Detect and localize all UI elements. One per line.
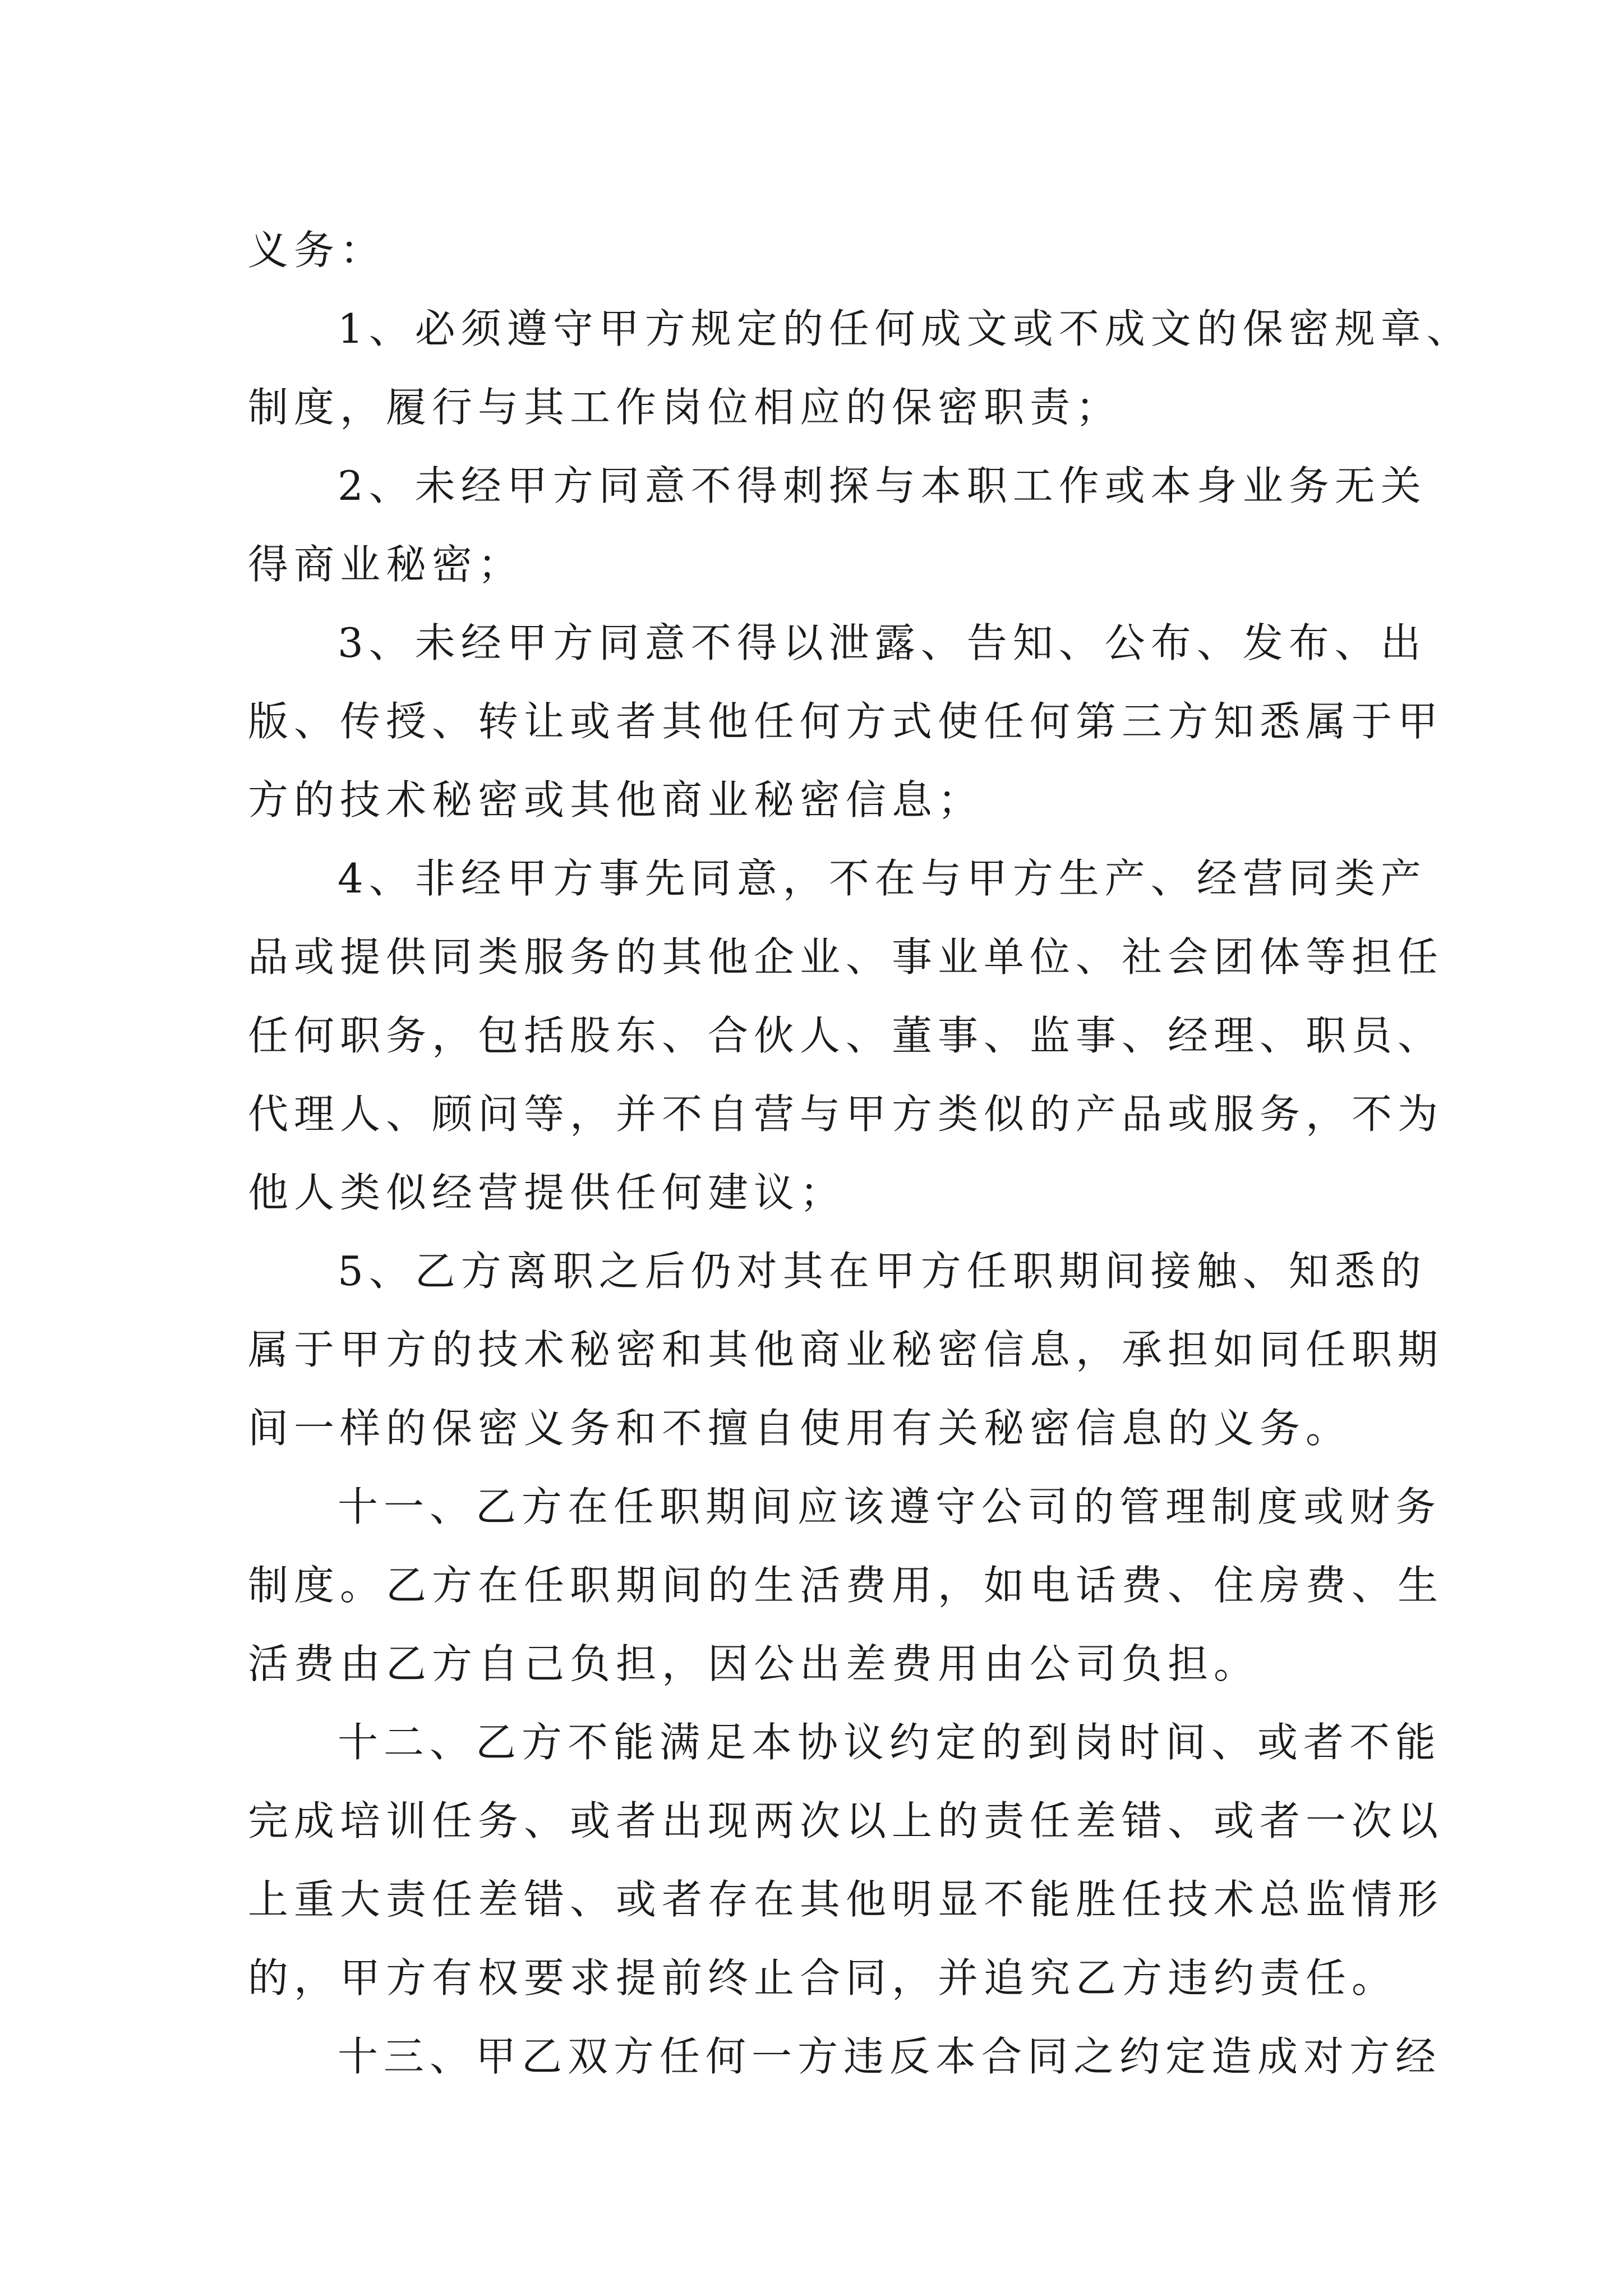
text-line: 任何职务，包括股东、合伙人、董事、监事、经理、职员、 (248, 1012, 1444, 1059)
text-line: 间一样的保密义务和不擅自使用有关秘密信息的义务。 (248, 1405, 1352, 1452)
text-line: 5、乙方离职之后仍对其在甲方任职期间接触、知悉的 (338, 1248, 1427, 1295)
text-line: 品或提供同类服务的其他企业、事业单位、社会团体等担任 (248, 933, 1444, 981)
text-line: 义务： (248, 227, 386, 274)
text-line: 得商业秘密； (248, 541, 524, 588)
text-line: 1、必须遵守甲方规定的任何成文或不成文的保密规章、 (338, 305, 1473, 352)
document-body (248, 211, 1473, 2096)
text-line: 十一、乙方在任职期间应该遵守公司的管理制度或财务 (338, 1483, 1442, 1530)
text-line: 十二、乙方不能满足本协议约定的到岗时间、或者不能 (338, 1719, 1442, 1766)
text-line: 制度。乙方在任职期间的生活费用，如电话费、住房费、生 (248, 1562, 1444, 1609)
text-line: 十三、甲乙双方任何一方违反本合同之约定造成对方经 (338, 2033, 1442, 2080)
text-line: 活费由乙方自己负担，因公出差费用由公司负担。 (248, 1640, 1260, 1687)
text-line: 制度，履行与其工作岗位相应的保密职责； (248, 384, 1122, 431)
text-line: 的，甲方有权要求提前终止合同，并追究乙方违约责任。 (248, 1954, 1398, 2001)
text-line: 版、传授、转让或者其他任何方式使任何第三方知悉属于甲 (248, 698, 1444, 745)
text-line: 2、未经甲方同意不得刺探与本职工作或本身业务无关 (338, 462, 1427, 509)
text-line: 他人类似经营提供任何建议； (248, 1169, 846, 1216)
text-line: 4、非经甲方事先同意，不在与甲方生产、经营同类产 (338, 855, 1427, 902)
text-line: 代理人、顾问等，并不自营与甲方类似的产品或服务，不为 (248, 1091, 1444, 1138)
text-line: 属于甲方的技术秘密和其他商业秘密信息，承担如同任职期 (248, 1326, 1444, 1373)
text-line: 上重大责任差错、或者存在其他明显不能胜任技术总监情形 (248, 1876, 1444, 1923)
text-line: 方的技术秘密或其他商业秘密信息； (248, 776, 984, 823)
text-line: 完成培训任务、或者出现两次以上的责任差错、或者一次以 (248, 1797, 1444, 1844)
text-line: 3、未经甲方同意不得以泄露、告知、公布、发布、出 (338, 619, 1427, 666)
